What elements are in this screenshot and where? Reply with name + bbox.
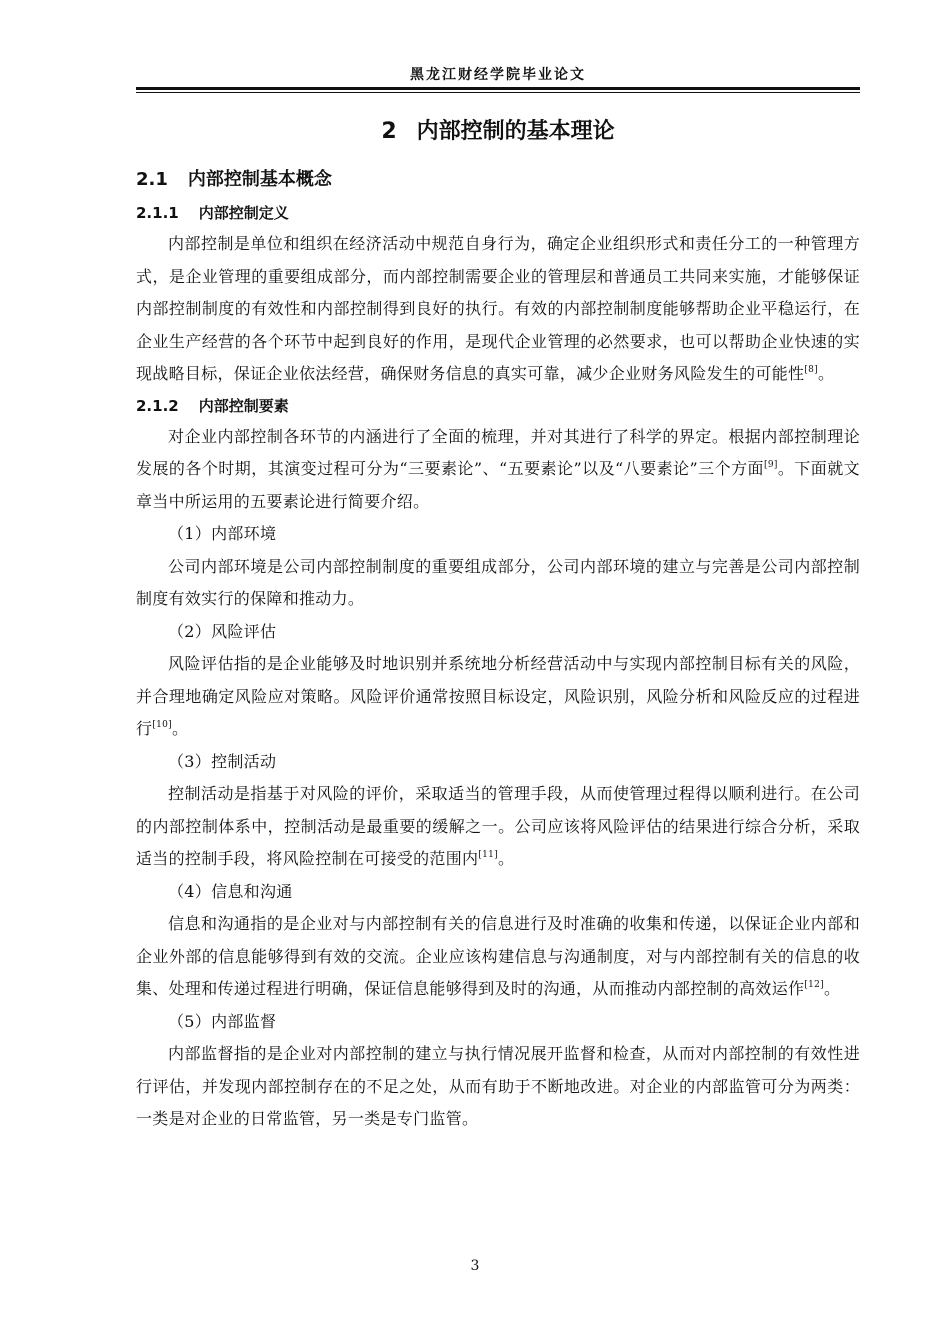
paragraph-text: 控制活动是指基于对风险的评价，采取适当的管理手段，从而使管理过程得以顺利进行。在公司的内部控制体系中，控制活动是最重要的缓解之一。公司应该将风险评估的结果进行综合分析，采取适当的控制手段，将风险控制在可接受的范围内 [136, 784, 860, 868]
paragraph-tail: 。下面就文章当中所运用的五要素论进行简要介绍。 [136, 459, 860, 511]
paragraph-text: 内部控制是单位和组织在经济活动中规范自身行为，确定企业组织形式和责任分工的一种管理方式，是企业管理的重要组成部分，而内部控制需要企业的管理层和普通员工共同来实施，才能够保证内部控制制度的有效性和内部控制得到良好的执行。有效的内部控制制度能够帮助企业平稳运行，在企业生产经营的各个环节中起到良好的作用，是现代企业管理的必然要求，也可以帮助企业快速的实现战略目标，保证企业依法经营，确保财务信息的真实可靠，减少企业财务风险发生的可能性 [136, 234, 860, 383]
body-paragraph [136, 228, 860, 391]
subsection-heading [136, 391, 860, 421]
list-item-heading: （1）内部环境 [168, 524, 277, 543]
header-rule-thin [136, 92, 860, 93]
page-number: 3 [470, 1258, 480, 1274]
subsection-heading [136, 198, 860, 228]
subsection-title-text: 内部控制要素 [198, 396, 289, 415]
body-paragraph [136, 908, 860, 1006]
list-item-heading: （4）信息和沟通 [168, 881, 293, 901]
section-title-text: 内部控制基本概念 [187, 169, 332, 190]
subsection-number: 2.1.1 [136, 204, 179, 222]
body-paragraph [136, 1038, 860, 1136]
header-rule-thick [136, 87, 860, 90]
page-body [136, 112, 860, 1136]
body-paragraph [136, 648, 860, 746]
body-paragraph [136, 421, 860, 519]
paragraph-tail: 。 [824, 979, 841, 998]
paragraph-text: 对企业内部控制各环节的内涵进行了全面的梳理，并对其进行了科学的界定。根据内部控制理论发展的各个时期，其演变过程可分为“三要素论”、“五要素论”以及“八要素论”三个方面 [136, 426, 860, 478]
section-number: 2.1 [136, 169, 168, 190]
paragraph-tail: 。 [172, 719, 189, 738]
subsection-title-text: 内部控制定义 [198, 204, 289, 222]
citation-ref: [12] [804, 980, 824, 990]
section-heading [136, 162, 860, 198]
citation-ref: [11] [478, 850, 498, 860]
list-item-heading: （5）内部监督 [168, 1011, 277, 1031]
paragraph-tail: 。 [498, 849, 515, 868]
list-item-heading: （2）风险评估 [168, 621, 277, 641]
chapter-title [136, 112, 860, 152]
citation-ref: [9] [764, 460, 778, 470]
paragraph-tail: 。 [817, 364, 835, 383]
chapter-title-text: 内部控制的基本理论 [416, 119, 615, 144]
paragraph-text: 信息和沟通指的是企业对与内部控制有关的信息进行及时准确的收集和传递，以保证企业内部和企业外部的信息能够得到有效的交流。企业应该构建信息与沟通制度，对与内部控制有关的信息的收集、处理和传递过程进行明确，保证信息能够得到及时的沟通，从而推动内部控制的高效运作 [136, 914, 860, 998]
paragraph-text: 内部监督指的是企业对内部控制的建立与执行情况展开监督和检查，从而对内部控制的有效性进行评估，并发现内部控制存在的不足之处，从而有助于不断地改进。对企业的内部监管可分为两类：一类是对企业的日常监管，另一类是专门监管。 [136, 1044, 860, 1128]
chapter-number: 2 [381, 119, 397, 144]
citation-ref: [10] [152, 720, 172, 730]
citation-ref: [8] [804, 365, 818, 375]
paragraph-text: 风险评估指的是企业能够及时地识别并系统地分析经营活动中与实现内部控制目标有关的风险，并合理地确定风险应对策略。风险评价通常按照目标设定，风险识别，风险分析和风险反应的过程进行 [136, 654, 860, 738]
list-item-heading: （3）控制活动 [168, 751, 277, 771]
body-paragraph [136, 778, 860, 876]
body-paragraph [136, 551, 860, 616]
subsection-number: 2.1.2 [136, 396, 179, 415]
paragraph-text: 公司内部环境是公司内部控制制度的重要组成部分，公司内部环境的建立与完善是公司内部控制制度有效实行的保障和推动力。 [136, 556, 860, 608]
running-header: 黑龙江财经学院毕业论文 [410, 67, 586, 83]
